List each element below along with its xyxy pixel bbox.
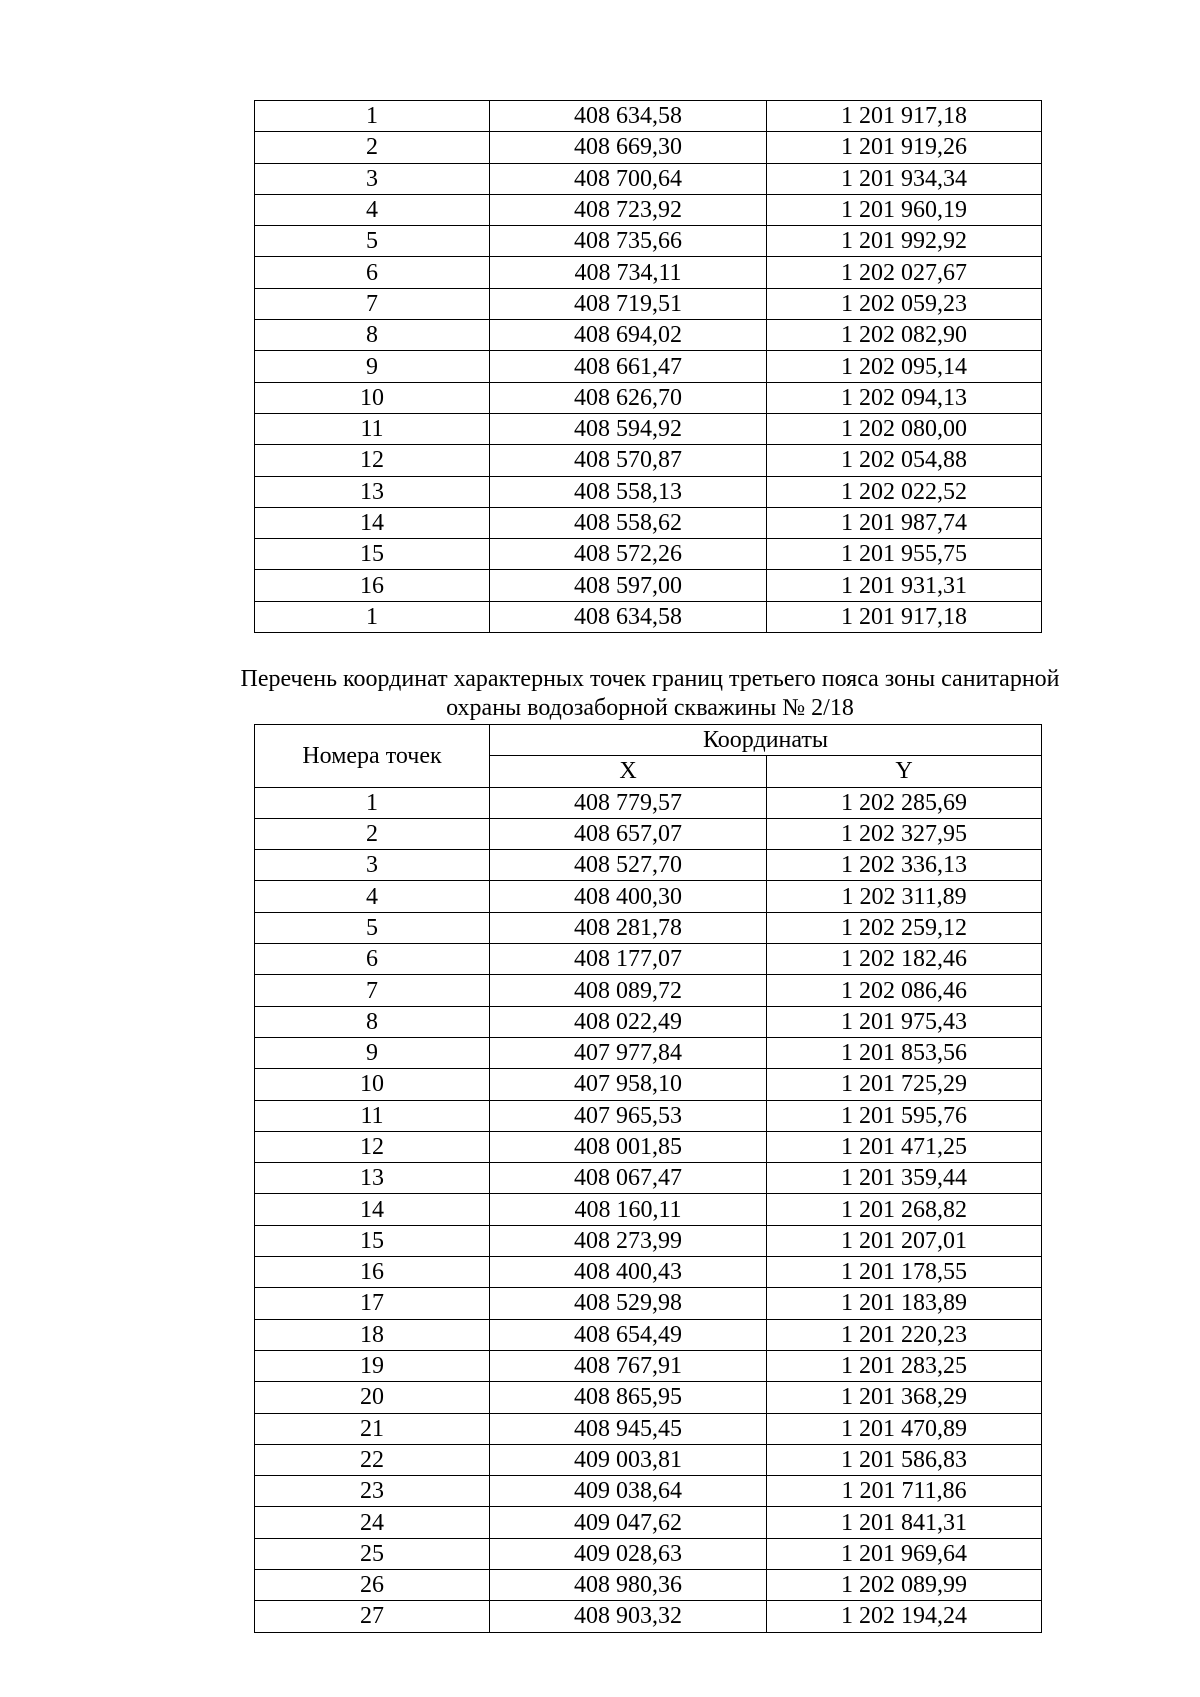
cell-x: 408 634,58 (490, 101, 767, 132)
cell-x: 408 669,30 (490, 132, 767, 163)
table-row (255, 320, 1042, 351)
cell-y: 1 201 725,29 (767, 1069, 1042, 1100)
table-header (255, 725, 1042, 788)
coordinates-table-continued (254, 100, 1042, 633)
cell-y: 1 202 094,13 (767, 382, 1042, 413)
cell-y: 1 201 220,23 (767, 1319, 1042, 1350)
table-row (255, 1069, 1042, 1100)
cell-y: 1 202 082,90 (767, 320, 1042, 351)
cell-point-number: 14 (255, 1194, 490, 1225)
header-y: Y (767, 756, 1042, 787)
cell-point-number: 24 (255, 1507, 490, 1538)
table-row (255, 787, 1042, 818)
table-row (255, 226, 1042, 257)
cell-point-number: 5 (255, 912, 490, 943)
cell-x: 408 694,02 (490, 320, 767, 351)
cell-y: 1 201 987,74 (767, 507, 1042, 538)
cell-x: 408 529,98 (490, 1288, 767, 1319)
cell-x: 408 400,30 (490, 881, 767, 912)
table-row (255, 1570, 1042, 1601)
cell-y: 1 202 259,12 (767, 912, 1042, 943)
table-row (255, 1257, 1042, 1288)
cell-point-number: 1 (255, 101, 490, 132)
table-row (255, 944, 1042, 975)
header-row (255, 725, 1042, 756)
cell-point-number: 1 (255, 787, 490, 818)
cell-y: 1 202 285,69 (767, 787, 1042, 818)
cell-x: 408 177,07 (490, 944, 767, 975)
header-x: X (490, 756, 767, 787)
cell-x: 408 945,45 (490, 1413, 767, 1444)
cell-y: 1 202 022,52 (767, 476, 1042, 507)
cell-point-number: 18 (255, 1319, 490, 1350)
table-row (255, 382, 1042, 413)
cell-x: 409 028,63 (490, 1538, 767, 1569)
table-row (255, 539, 1042, 570)
cell-point-number: 20 (255, 1382, 490, 1413)
cell-point-number: 7 (255, 975, 490, 1006)
cell-y: 1 202 054,88 (767, 445, 1042, 476)
cell-point-number: 16 (255, 1257, 490, 1288)
cell-x: 408 779,57 (490, 787, 767, 818)
cell-x: 407 977,84 (490, 1037, 767, 1068)
cell-x: 408 160,11 (490, 1194, 767, 1225)
table-row (255, 476, 1042, 507)
cell-point-number: 26 (255, 1570, 490, 1601)
table-row (255, 1225, 1042, 1256)
table-row (255, 288, 1042, 319)
section-title-line-1: Перечень координат характерных точек границ третьего пояса зоны санитарной (240, 666, 1060, 692)
cell-x: 408 734,11 (490, 257, 767, 288)
cell-point-number: 9 (255, 1037, 490, 1068)
cell-y: 1 201 960,19 (767, 194, 1042, 225)
cell-x: 408 700,64 (490, 163, 767, 194)
cell-point-number: 7 (255, 288, 490, 319)
cell-point-number: 2 (255, 132, 490, 163)
cell-point-number: 1 (255, 601, 490, 632)
cell-point-number: 10 (255, 382, 490, 413)
cell-point-number: 2 (255, 818, 490, 849)
cell-x: 408 723,92 (490, 194, 767, 225)
table-row (255, 1601, 1042, 1632)
cell-y: 1 201 368,29 (767, 1382, 1042, 1413)
cell-x: 407 965,53 (490, 1100, 767, 1131)
cell-x: 408 735,66 (490, 226, 767, 257)
cell-y: 1 201 359,44 (767, 1163, 1042, 1194)
cell-y: 1 202 080,00 (767, 413, 1042, 444)
section-title-line-2: охраны водозаборной скважины № 2/18 (446, 695, 854, 721)
cell-y: 1 202 027,67 (767, 257, 1042, 288)
cell-point-number: 15 (255, 1225, 490, 1256)
cell-y: 1 202 336,13 (767, 850, 1042, 881)
cell-point-number: 6 (255, 257, 490, 288)
cell-y: 1 201 178,55 (767, 1257, 1042, 1288)
cell-x: 408 594,92 (490, 413, 767, 444)
cell-x: 408 626,70 (490, 382, 767, 413)
cell-point-number: 8 (255, 320, 490, 351)
table-row (255, 194, 1042, 225)
cell-point-number: 11 (255, 413, 490, 444)
header-point-numbers: Номера точек (255, 725, 490, 788)
table-row (255, 1319, 1042, 1350)
cell-y: 1 201 841,31 (767, 1507, 1042, 1538)
cell-x: 408 281,78 (490, 912, 767, 943)
cell-y: 1 201 586,83 (767, 1444, 1042, 1475)
cell-x: 408 022,49 (490, 1006, 767, 1037)
table-row (255, 570, 1042, 601)
cell-point-number: 4 (255, 194, 490, 225)
cell-y: 1 201 268,82 (767, 1194, 1042, 1225)
table-row (255, 1444, 1042, 1475)
cell-y: 1 201 207,01 (767, 1225, 1042, 1256)
table-row (255, 1194, 1042, 1225)
cell-x: 408 654,49 (490, 1319, 767, 1350)
cell-y: 1 201 975,43 (767, 1006, 1042, 1037)
cell-x: 407 958,10 (490, 1069, 767, 1100)
table-row (255, 1476, 1042, 1507)
cell-y: 1 201 931,31 (767, 570, 1042, 601)
cell-y: 1 201 470,89 (767, 1413, 1042, 1444)
section-title (150, 665, 1150, 723)
cell-point-number: 22 (255, 1444, 490, 1475)
table-row (255, 1288, 1042, 1319)
table-row (255, 881, 1042, 912)
cell-point-number: 17 (255, 1288, 490, 1319)
cell-y: 1 202 194,24 (767, 1601, 1042, 1632)
cell-point-number: 4 (255, 881, 490, 912)
cell-y: 1 202 182,46 (767, 944, 1042, 975)
cell-x: 408 273,99 (490, 1225, 767, 1256)
table-row (255, 163, 1042, 194)
cell-y: 1 201 283,25 (767, 1350, 1042, 1381)
cell-point-number: 25 (255, 1538, 490, 1569)
cell-point-number: 13 (255, 476, 490, 507)
cell-x: 408 597,00 (490, 570, 767, 601)
cell-y: 1 201 853,56 (767, 1037, 1042, 1068)
cell-x: 408 400,43 (490, 1257, 767, 1288)
table-row (255, 1163, 1042, 1194)
cell-y: 1 202 089,99 (767, 1570, 1042, 1601)
table-body (255, 101, 1042, 633)
cell-y: 1 201 934,34 (767, 163, 1042, 194)
cell-y: 1 201 471,25 (767, 1131, 1042, 1162)
cell-point-number: 16 (255, 570, 490, 601)
cell-point-number: 3 (255, 850, 490, 881)
table-body (255, 787, 1042, 1632)
cell-y: 1 201 917,18 (767, 101, 1042, 132)
cell-x: 408 558,62 (490, 507, 767, 538)
cell-point-number: 23 (255, 1476, 490, 1507)
cell-point-number: 8 (255, 1006, 490, 1037)
cell-y: 1 202 327,95 (767, 818, 1042, 849)
cell-x: 408 527,70 (490, 850, 767, 881)
table-row (255, 912, 1042, 943)
cell-point-number: 13 (255, 1163, 490, 1194)
cell-y: 1 201 711,86 (767, 1476, 1042, 1507)
cell-x: 408 634,58 (490, 601, 767, 632)
cell-y: 1 201 919,26 (767, 132, 1042, 163)
table-row (255, 1538, 1042, 1569)
table-row (255, 601, 1042, 632)
table-row (255, 1037, 1042, 1068)
cell-y: 1 202 311,89 (767, 881, 1042, 912)
cell-x: 408 865,95 (490, 1382, 767, 1413)
cell-x: 408 980,36 (490, 1570, 767, 1601)
cell-point-number: 15 (255, 539, 490, 570)
cell-y: 1 201 917,18 (767, 601, 1042, 632)
table-row (255, 1413, 1042, 1444)
coordinates-table-zone3 (254, 724, 1042, 1633)
cell-point-number: 27 (255, 1601, 490, 1632)
cell-point-number: 6 (255, 944, 490, 975)
cell-x: 408 067,47 (490, 1163, 767, 1194)
table-row (255, 1382, 1042, 1413)
table-row (255, 1131, 1042, 1162)
table-row (255, 132, 1042, 163)
cell-x: 409 003,81 (490, 1444, 767, 1475)
cell-x: 408 661,47 (490, 351, 767, 382)
cell-y: 1 201 595,76 (767, 1100, 1042, 1131)
table-row (255, 1350, 1042, 1381)
table-row (255, 257, 1042, 288)
cell-x: 409 038,64 (490, 1476, 767, 1507)
cell-y: 1 202 095,14 (767, 351, 1042, 382)
table-row (255, 1006, 1042, 1037)
cell-x: 408 089,72 (490, 975, 767, 1006)
cell-y: 1 201 992,92 (767, 226, 1042, 257)
cell-y: 1 201 183,89 (767, 1288, 1042, 1319)
cell-point-number: 10 (255, 1069, 490, 1100)
table-row (255, 445, 1042, 476)
cell-point-number: 11 (255, 1100, 490, 1131)
table-row (255, 351, 1042, 382)
cell-point-number: 21 (255, 1413, 490, 1444)
cell-point-number: 14 (255, 507, 490, 538)
cell-point-number: 12 (255, 1131, 490, 1162)
table-row (255, 818, 1042, 849)
table-row (255, 101, 1042, 132)
cell-y: 1 201 969,64 (767, 1538, 1042, 1569)
cell-y: 1 202 086,46 (767, 975, 1042, 1006)
cell-point-number: 12 (255, 445, 490, 476)
cell-x: 408 001,85 (490, 1131, 767, 1162)
header-coordinates: Координаты (490, 725, 1042, 756)
cell-y: 1 202 059,23 (767, 288, 1042, 319)
cell-x: 408 767,91 (490, 1350, 767, 1381)
cell-x: 408 558,13 (490, 476, 767, 507)
cell-point-number: 5 (255, 226, 490, 257)
cell-point-number: 9 (255, 351, 490, 382)
cell-x: 408 719,51 (490, 288, 767, 319)
table-row (255, 850, 1042, 881)
cell-x: 408 572,26 (490, 539, 767, 570)
cell-point-number: 3 (255, 163, 490, 194)
cell-y: 1 201 955,75 (767, 539, 1042, 570)
cell-x: 408 570,87 (490, 445, 767, 476)
cell-point-number: 19 (255, 1350, 490, 1381)
cell-x: 408 657,07 (490, 818, 767, 849)
table-row (255, 507, 1042, 538)
cell-x: 408 903,32 (490, 1601, 767, 1632)
table-row (255, 1100, 1042, 1131)
cell-x: 409 047,62 (490, 1507, 767, 1538)
table-row (255, 1507, 1042, 1538)
table-row (255, 975, 1042, 1006)
table-row (255, 413, 1042, 444)
